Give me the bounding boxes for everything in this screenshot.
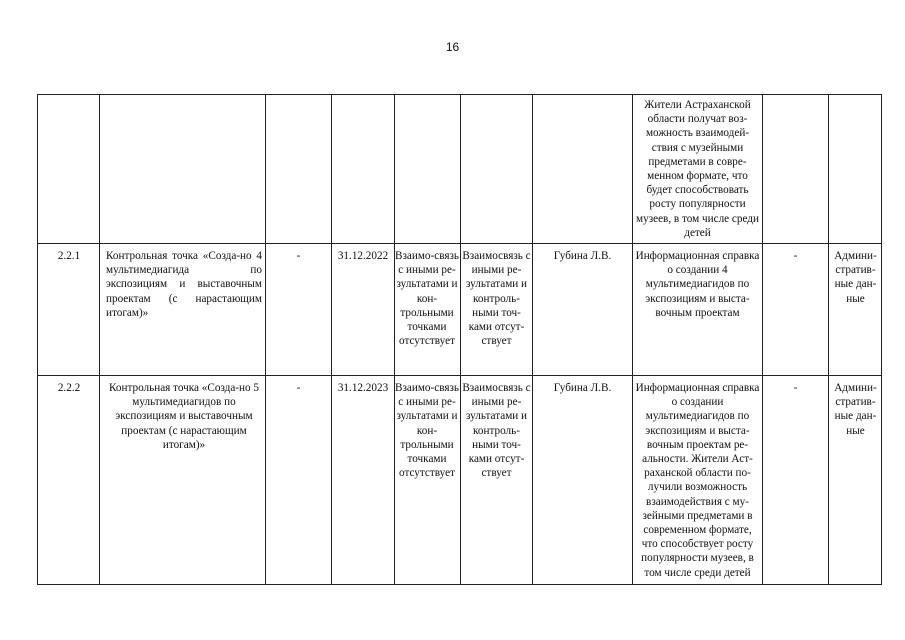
- row2-number: 2.2.2: [57, 382, 81, 394]
- column-divider: [828, 95, 829, 584]
- row1-link-next: Взаимосвязь с иными ре-зультатами и контроль-ными точ-ками отсут-ствует: [462, 250, 531, 348]
- row-divider: [38, 243, 881, 244]
- column-divider: [265, 95, 266, 584]
- row1-source: Админи-стратив-ные дан-ные: [834, 250, 877, 305]
- row2-link-prev: Взаимо-связь с иными ре-зультатами и кон-трольными точками отсутствует: [395, 382, 460, 480]
- column-divider: [762, 95, 763, 584]
- row1-end: 31.12.2022: [337, 250, 389, 262]
- row2-source: Админи-стратив-ные дан-ные: [834, 382, 877, 437]
- column-divider: [331, 95, 332, 584]
- row-divider: [38, 375, 881, 376]
- row2-start: -: [296, 382, 301, 394]
- row1-value: -: [793, 250, 798, 262]
- row1-result: Информационная справка о создании 4 мультимедиагидов по экспозициям и выста-вочным проектам: [635, 250, 760, 319]
- row1-number: 2.2.1: [57, 250, 81, 262]
- column-divider: [99, 95, 100, 584]
- row2-name: Контрольная точка «Созда-но 5 мультимедиагидов по экспозициям и выставочным проектам (с нарастающим итогам)»: [108, 382, 260, 451]
- row1-link-prev: Взаимо-связь с иными ре-зультатами и кон-трольными точками отсутствует: [395, 250, 460, 348]
- page-number: 16: [445, 40, 460, 54]
- row2-end: 31.12.2023: [337, 382, 389, 394]
- row1-start: -: [296, 250, 301, 262]
- row0-result-cell: Жители Астраханской области получат воз-можность взаимодей-ствия с музейными предметами в совре-менном формате, что будет способствовать росту популярности музеев, в том числе среди детей: [636, 99, 759, 239]
- column-divider: [532, 95, 533, 584]
- plan-table: [37, 94, 882, 585]
- row2-value: -: [793, 382, 798, 394]
- row1-responsible: Губина Л.В.: [553, 250, 612, 262]
- column-divider: [632, 95, 633, 584]
- row1-name: Контрольная точка «Созда-но 4 мультимедиагида по экспозициям и выставочным проектам (с нарастающим итогам)»: [106, 250, 262, 319]
- row2-link-next: Взаимосвязь с иными ре-зультатами и контроль-ными точ-ками отсут-ствует: [462, 382, 531, 480]
- column-divider: [460, 95, 461, 584]
- row2-result: Информационная справка о создании мультимедиагидов по экспозициям и выста-вочным проектам ре-альности. Жители Аст-раханской области по-лучили возможность взаимодействия с му-зейными предметами в современном формате, что способствует росту популярности музеев, в том числе среди детей: [635, 382, 760, 579]
- row2-responsible: Губина Л.В.: [553, 382, 612, 394]
